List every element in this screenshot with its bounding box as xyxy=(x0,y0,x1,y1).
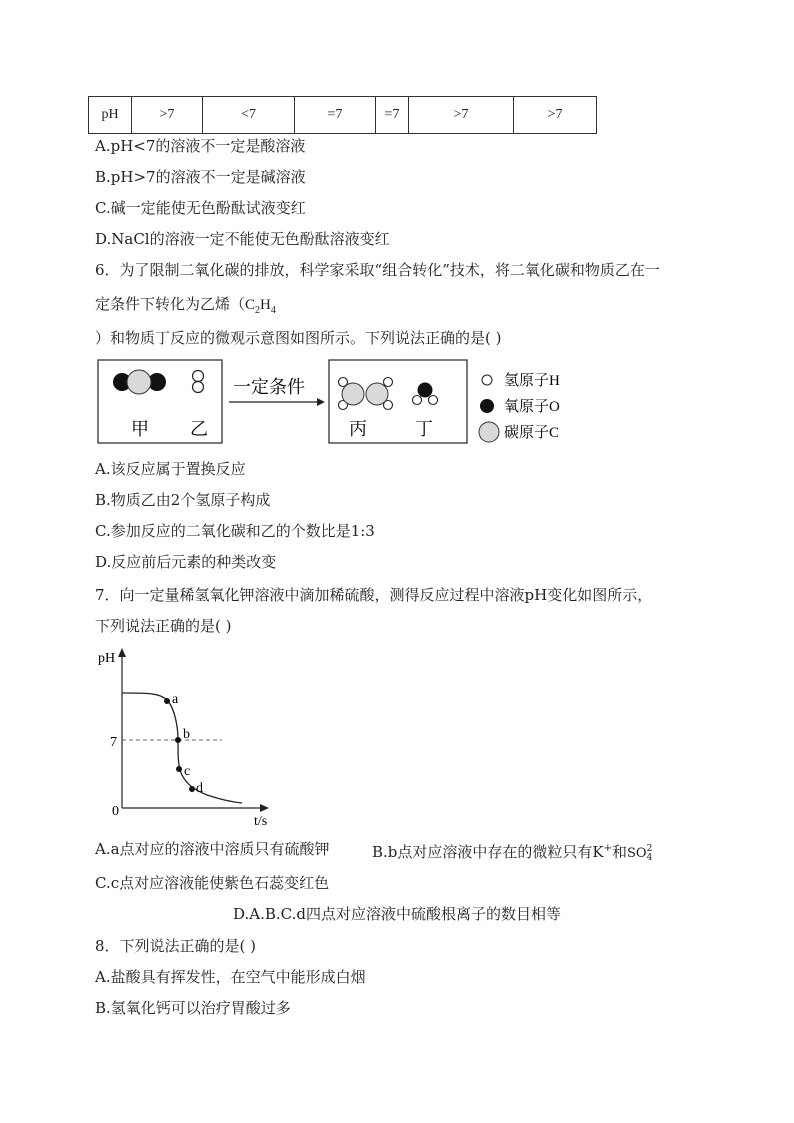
legend-oxygen-icon xyxy=(480,399,494,413)
q5-option-c: C.碱一定能使无色酚酞试液变红 xyxy=(95,199,306,217)
y-axis-arrow-icon xyxy=(118,648,126,657)
y-axis-label: pH xyxy=(98,651,116,666)
hydrogen-atom xyxy=(384,378,393,387)
table-row xyxy=(89,97,597,134)
formula-c: C xyxy=(245,297,256,313)
q7-option-b-and: 和 xyxy=(612,843,628,861)
oxygen-atom xyxy=(418,383,433,398)
point-b-label: b xyxy=(183,727,190,742)
q6-option-d: D.反应前后元素的种类改变 xyxy=(95,553,277,571)
point-c xyxy=(176,766,182,772)
ph-curve-chart xyxy=(92,645,282,830)
point-a-label: a xyxy=(172,692,179,707)
label-yi: 乙 xyxy=(190,419,208,439)
q8-option-a: A.盐酸具有挥发性，在空气中能形成白烟 xyxy=(95,968,366,986)
reaction-diagram xyxy=(95,355,595,450)
q8-option-b: B.氢氧化钙可以治疗胃酸过多 xyxy=(95,999,291,1017)
hydrogen-atom xyxy=(193,371,204,382)
legend-oxygen-label: 氧原子O xyxy=(504,399,560,415)
q7-stem-line1: 7．向一定量稀氢氧化钾溶液中滴加稀硫酸，测得反应过程中溶液pH变化如图所示， xyxy=(95,586,653,604)
label-ding: 丁 xyxy=(415,419,433,439)
q7-option-b-text: B.b点对应溶液中存在的微粒只有K xyxy=(372,843,604,861)
q8-stem: 8．下列说法正确的是( ) xyxy=(95,937,257,955)
point-a xyxy=(164,698,170,704)
q6-stem-line1: 6．为了限制二氧化碳的排放，科学家采取“组合转化”技术，将二氧化碳和物质乙在一 xyxy=(95,261,660,279)
q5-option-d: D.NaCl的溶液一定不能使无色酚酞溶液变红 xyxy=(95,230,390,248)
table-cell: >7 xyxy=(132,97,203,134)
x-axis-arrow-icon xyxy=(260,804,269,812)
label-bing: 丙 xyxy=(349,419,367,439)
table-cell: >7 xyxy=(409,97,514,134)
formula-h: H xyxy=(260,297,271,313)
q6-stem-text: 定条件下转化为乙烯（ xyxy=(95,295,246,313)
q5-option-b: B.pH>7的溶液不一定是碱溶液 xyxy=(95,168,306,186)
table-cell: pH xyxy=(89,97,132,134)
legend-hydrogen-label: 氢原子H xyxy=(504,373,560,389)
sulfate-formula xyxy=(627,843,653,863)
formula-c-sub: 2 xyxy=(255,305,261,316)
formula-h-sub: 4 xyxy=(270,305,276,316)
hydrogen-atom xyxy=(413,396,422,405)
table-cell: >7 xyxy=(514,97,597,134)
q5-option-a: A.pH<7的溶液不一定是酸溶液 xyxy=(95,137,306,155)
q7-stem-line2: 下列说法正确的是( ) xyxy=(95,617,232,635)
q6-stem-line3: ）和物质丁反应的微观示意图如图所示。下列说法正确的是( ) xyxy=(95,329,502,347)
legend-carbon-label: 碳原子C xyxy=(504,425,560,441)
q7-option-c: C.c点对应溶液能使紫色石蕊变红色 xyxy=(95,874,330,892)
label-jia: 甲 xyxy=(131,419,149,439)
q6-option-c: C.参加反应的二氧化碳和乙的个数比是1:3 xyxy=(95,522,375,540)
hydrogen-atom xyxy=(193,382,204,393)
carbon-atom xyxy=(127,370,151,394)
q6-stem-line2 xyxy=(95,294,276,321)
legend-carbon-icon xyxy=(479,422,499,442)
sulfate-sub: 4 xyxy=(646,852,653,863)
ph-table xyxy=(88,96,597,134)
legend-hydrogen-icon xyxy=(482,375,492,385)
hydrogen-atom xyxy=(429,396,438,405)
so-text: SO xyxy=(627,846,647,861)
arrow-head-icon xyxy=(317,398,325,406)
table-cell: =7 xyxy=(376,97,409,134)
q6-option-b: B.物质乙由2个氢原子构成 xyxy=(95,491,271,509)
ethylene-formula xyxy=(245,297,276,316)
carbon-atom xyxy=(366,383,388,405)
ph-curve xyxy=(122,693,242,803)
x-axis-label: t/s xyxy=(254,814,268,829)
point-d-label: d xyxy=(196,781,203,796)
carbon-atom xyxy=(342,383,364,405)
sulfate-charge: 2 xyxy=(646,843,653,854)
q7-option-a: A.a点对应的溶液中溶质只有硫酸钾 xyxy=(95,840,330,858)
tick-7-label: 7 xyxy=(110,735,117,750)
k-charge: + xyxy=(603,843,612,854)
condition-label: 一定条件 xyxy=(233,377,305,397)
q7-option-d: D.A.B.C.d四点对应溶液中硫酸根离子的数目相等 xyxy=(233,905,561,923)
point-c-label: c xyxy=(184,764,191,779)
table-cell: =7 xyxy=(295,97,376,134)
q7-option-b xyxy=(372,839,652,864)
table-cell: <7 xyxy=(203,97,295,134)
point-b xyxy=(175,737,181,743)
point-d xyxy=(189,786,195,792)
origin-label: 0 xyxy=(112,804,119,819)
q6-option-a: A.该反应属于置换反应 xyxy=(95,460,246,478)
